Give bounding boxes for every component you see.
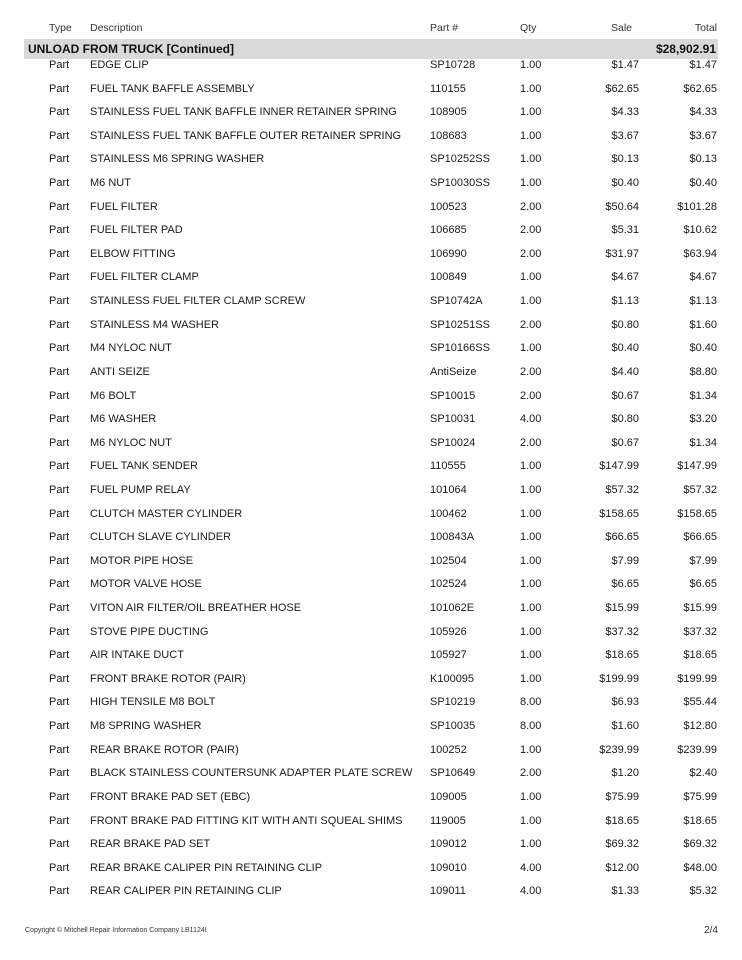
cell-qty: 1.00 xyxy=(520,507,542,520)
cell-total: $1.60 xyxy=(689,318,717,331)
cell-sale: $37.32 xyxy=(605,625,639,638)
cell-sale: $18.65 xyxy=(605,814,639,827)
cell-part-number: SP10251SS xyxy=(430,318,490,331)
cell-type: Part xyxy=(49,602,70,615)
cell-description: FRONT BRAKE ROTOR (PAIR) xyxy=(90,672,246,685)
cell-part-number: 105926 xyxy=(430,625,467,638)
cell-qty: 1.00 xyxy=(520,838,542,851)
column-header-qty: Qty xyxy=(520,22,537,34)
table-row xyxy=(0,148,742,172)
cell-part-number: 100252 xyxy=(430,743,467,756)
cell-part-number: 106685 xyxy=(430,224,467,237)
cell-sale: $0.80 xyxy=(611,318,639,331)
table-row xyxy=(0,125,742,149)
cell-part-number: SP10166SS xyxy=(430,342,490,355)
cell-qty: 1.00 xyxy=(520,177,542,190)
cell-total: $1.34 xyxy=(689,436,717,449)
cell-type: Part xyxy=(49,82,70,95)
cell-qty: 1.00 xyxy=(520,814,542,827)
cell-description: FUEL FILTER CLAMP xyxy=(90,271,199,284)
cell-part-number: 110555 xyxy=(430,460,466,473)
cell-sale: $6.93 xyxy=(611,696,639,709)
cell-part-number: 108683 xyxy=(430,129,467,142)
column-header-sale: Sale xyxy=(610,22,632,34)
table-row xyxy=(0,739,742,763)
cell-part-number: SP10742A xyxy=(430,295,483,308)
cell-description: MOTOR PIPE HOSE xyxy=(90,554,194,567)
table-row xyxy=(0,880,742,904)
cell-description: HIGH TENSILE M8 BOLT xyxy=(90,696,216,709)
cell-total: $147.99 xyxy=(677,460,717,473)
cell-type: Part xyxy=(49,106,70,119)
cell-total: $18.65 xyxy=(683,649,717,662)
cell-description: REAR BRAKE PAD SET xyxy=(90,838,211,851)
cell-description: STAINLESS FUEL TANK BAFFLE OUTER RETAINER SPRING xyxy=(90,129,402,142)
cell-type: Part xyxy=(49,342,70,355)
cell-description: STOVE PIPE DUCTING xyxy=(90,625,209,638)
cell-type: Part xyxy=(49,460,70,473)
table-row xyxy=(0,432,742,456)
cell-type: Part xyxy=(49,696,70,709)
cell-type: Part xyxy=(49,59,70,71)
cell-description: M6 WASHER xyxy=(90,413,157,426)
cell-description: M6 NYLOC NUT xyxy=(90,436,172,449)
cell-sale: $0.80 xyxy=(611,413,639,426)
cell-total: $18.65 xyxy=(683,814,717,827)
cell-part-number: AntiSeize xyxy=(430,365,477,378)
section-total: $28,902.91 xyxy=(655,42,716,56)
cell-qty: 1.00 xyxy=(520,790,542,803)
cell-qty: 1.00 xyxy=(520,554,542,567)
cell-sale: $1.60 xyxy=(611,720,639,733)
cell-type: Part xyxy=(49,389,70,402)
cell-sale: $0.67 xyxy=(611,389,639,402)
cell-total: $1.13 xyxy=(689,295,717,308)
cell-total: $37.32 xyxy=(683,625,717,638)
cell-qty: 2.00 xyxy=(520,318,542,331)
cell-type: Part xyxy=(49,672,70,685)
cell-qty: 2.00 xyxy=(520,436,542,449)
cell-description: FUEL FILTER PAD xyxy=(90,224,183,237)
cell-type: Part xyxy=(49,153,70,166)
cell-qty: 4.00 xyxy=(520,885,542,898)
cell-part-number: SP10030SS xyxy=(430,177,490,190)
cell-description: FUEL TANK SENDER xyxy=(90,460,198,473)
cell-total: $10.62 xyxy=(683,224,717,237)
cell-type: Part xyxy=(49,531,70,544)
cell-description: EDGE CLIP xyxy=(90,59,149,71)
cell-part-number: SP10024 xyxy=(430,436,476,449)
cell-type: Part xyxy=(49,720,70,733)
cell-type: Part xyxy=(49,365,70,378)
cell-total: $4.33 xyxy=(689,106,717,119)
cell-total: $2.40 xyxy=(689,767,717,780)
cell-total: $8.80 xyxy=(689,365,717,378)
cell-sale: $7.99 xyxy=(611,554,639,567)
table-row xyxy=(0,786,742,810)
cell-description: FUEL PUMP RELAY xyxy=(90,483,191,496)
cell-type: Part xyxy=(49,814,70,827)
cell-description: STAINLESS FUEL TANK BAFFLE INNER RETAINER SPRING xyxy=(90,106,397,119)
cell-type: Part xyxy=(49,838,70,851)
cell-sale: $1.33 xyxy=(611,885,639,898)
cell-qty: 1.00 xyxy=(520,271,542,284)
cell-qty: 1.00 xyxy=(520,649,542,662)
cell-description: AIR INTAKE DUCT xyxy=(90,649,184,662)
cell-description: VITON AIR FILTER/OIL BREATHER HOSE xyxy=(90,602,302,615)
cell-sale: $6.65 xyxy=(611,578,639,591)
cell-type: Part xyxy=(49,790,70,803)
cell-qty: 4.00 xyxy=(520,861,542,874)
column-header-total: Total xyxy=(694,22,717,34)
cell-part-number: 109010 xyxy=(430,861,467,874)
cell-total: $3.20 xyxy=(689,413,717,426)
cell-description: FRONT BRAKE PAD FITTING KIT WITH ANTI SQUEAL SHIMS xyxy=(90,814,403,827)
cell-part-number: 110155 xyxy=(430,82,466,95)
cell-part-number: 109005 xyxy=(430,790,467,803)
cell-sale: $50.64 xyxy=(605,200,639,213)
table-row xyxy=(0,266,742,290)
table-row xyxy=(0,526,742,550)
cell-type: Part xyxy=(49,507,70,520)
table-row xyxy=(0,196,742,220)
cell-part-number: SP10015 xyxy=(430,389,476,402)
cell-part-number: 101062E xyxy=(430,602,475,615)
table-row xyxy=(0,715,742,739)
cell-sale: $0.67 xyxy=(611,436,639,449)
cell-total: $3.67 xyxy=(689,129,717,142)
cell-part-number: SP10252SS xyxy=(430,153,490,166)
cell-total: $0.40 xyxy=(689,177,717,190)
cell-type: Part xyxy=(49,743,70,756)
cell-qty: 1.00 xyxy=(520,295,542,308)
cell-part-number: SP10219 xyxy=(430,696,476,709)
cell-part-number: 100523 xyxy=(430,200,467,213)
cell-qty: 1.00 xyxy=(520,153,542,166)
cell-sale: $15.99 xyxy=(605,602,639,615)
cell-sale: $69.32 xyxy=(605,838,639,851)
cell-sale: $147.99 xyxy=(599,460,639,473)
cell-description: FRONT BRAKE PAD SET (EBC) xyxy=(90,790,251,803)
cell-total: $101.28 xyxy=(677,200,717,213)
cell-total: $6.65 xyxy=(689,578,717,591)
table-row xyxy=(0,644,742,668)
table-row xyxy=(0,54,742,78)
table-row xyxy=(0,479,742,503)
cell-sale: $62.65 xyxy=(605,82,639,95)
cell-description: M8 SPRING WASHER xyxy=(90,720,202,733)
cell-part-number: SP10031 xyxy=(430,413,476,426)
table-row xyxy=(0,691,742,715)
copyright-footer: Copyright © Mitchell Repair Information Company LB1124I xyxy=(25,927,207,934)
cell-total: $63.94 xyxy=(683,247,717,260)
table-row xyxy=(0,503,742,527)
line-items-table xyxy=(0,54,742,904)
cell-total: $62.65 xyxy=(683,82,717,95)
column-header-row xyxy=(0,22,742,36)
cell-total: $0.13 xyxy=(689,153,717,166)
table-row xyxy=(0,243,742,267)
cell-part-number: 119005 xyxy=(430,814,466,827)
table-row xyxy=(0,455,742,479)
cell-type: Part xyxy=(49,271,70,284)
cell-description: REAR BRAKE CALIPER PIN RETAINING CLIP xyxy=(90,861,323,874)
cell-description: ANTI SEIZE xyxy=(90,365,150,378)
cell-sale: $1.20 xyxy=(611,767,639,780)
cell-description: CLUTCH SLAVE CYLINDER xyxy=(90,531,231,544)
cell-description: M6 BOLT xyxy=(90,389,137,402)
cell-total: $158.65 xyxy=(677,507,717,520)
table-row xyxy=(0,597,742,621)
cell-sale: $66.65 xyxy=(605,531,639,544)
cell-sale: $57.32 xyxy=(605,483,639,496)
cell-type: Part xyxy=(49,885,70,898)
cell-total: $12.80 xyxy=(683,720,717,733)
cell-description: MOTOR VALVE HOSE xyxy=(90,578,202,591)
cell-type: Part xyxy=(49,649,70,662)
cell-type: Part xyxy=(49,554,70,567)
cell-description: M4 NYLOC NUT xyxy=(90,342,172,355)
cell-part-number: 109012 xyxy=(430,838,467,851)
cell-type: Part xyxy=(49,767,70,780)
cell-qty: 1.00 xyxy=(520,483,542,496)
cell-sale: $12.00 xyxy=(605,861,639,874)
cell-sale: $31.97 xyxy=(605,247,639,260)
cell-total: $0.40 xyxy=(689,342,717,355)
cell-qty: 2.00 xyxy=(520,389,542,402)
cell-sale: $1.47 xyxy=(611,59,639,71)
cell-sale: $3.67 xyxy=(611,129,639,142)
cell-type: Part xyxy=(49,224,70,237)
cell-type: Part xyxy=(49,436,70,449)
cell-qty: 2.00 xyxy=(520,247,542,260)
cell-type: Part xyxy=(49,625,70,638)
cell-part-number: 106990 xyxy=(430,247,467,260)
table-row xyxy=(0,290,742,314)
cell-sale: $4.33 xyxy=(611,106,639,119)
cell-sale: $4.67 xyxy=(611,271,639,284)
cell-part-number: K100095 xyxy=(430,672,475,685)
cell-description: M6 NUT xyxy=(90,177,131,190)
cell-total: $4.67 xyxy=(689,271,717,284)
table-row xyxy=(0,668,742,692)
cell-qty: 1.00 xyxy=(520,625,542,638)
table-row xyxy=(0,172,742,196)
cell-qty: 1.00 xyxy=(520,342,542,355)
cell-part-number: 100843A xyxy=(430,531,475,544)
table-row xyxy=(0,101,742,125)
cell-qty: 8.00 xyxy=(520,696,542,709)
cell-type: Part xyxy=(49,200,70,213)
cell-total: $55.44 xyxy=(683,696,717,709)
table-row xyxy=(0,78,742,102)
table-row xyxy=(0,408,742,432)
cell-description: STAINLESS M4 WASHER xyxy=(90,318,219,331)
cell-description: FUEL FILTER xyxy=(90,200,158,213)
column-header-type: Type xyxy=(49,22,72,34)
table-row xyxy=(0,385,742,409)
cell-qty: 1.00 xyxy=(520,531,542,544)
cell-sale: $239.99 xyxy=(599,743,639,756)
cell-part-number: 105927 xyxy=(430,649,467,662)
cell-qty: 1.00 xyxy=(520,460,542,473)
cell-sale: $199.99 xyxy=(599,672,639,685)
cell-part-number: 108905 xyxy=(430,106,467,119)
table-row xyxy=(0,810,742,834)
table-row xyxy=(0,833,742,857)
cell-part-number: SP10035 xyxy=(430,720,476,733)
cell-qty: 2.00 xyxy=(520,200,542,213)
cell-total: $5.32 xyxy=(689,885,717,898)
cell-type: Part xyxy=(49,578,70,591)
cell-total: $7.99 xyxy=(689,554,717,567)
cell-description: REAR CALIPER PIN RETAINING CLIP xyxy=(90,885,282,898)
cell-type: Part xyxy=(49,295,70,308)
cell-qty: 2.00 xyxy=(520,224,542,237)
column-header-description: Description xyxy=(90,22,143,34)
cell-type: Part xyxy=(49,318,70,331)
table-row xyxy=(0,573,742,597)
cell-sale: $4.40 xyxy=(611,365,639,378)
cell-part-number: SP10649 xyxy=(430,767,476,780)
cell-qty: 2.00 xyxy=(520,767,542,780)
page-number: 2/4 xyxy=(704,925,718,936)
cell-sale: $18.65 xyxy=(605,649,639,662)
table-row xyxy=(0,337,742,361)
cell-part-number: 102504 xyxy=(430,554,467,567)
table-row xyxy=(0,314,742,338)
cell-description: BLACK STAINLESS COUNTERSUNK ADAPTER PLATE SCREW xyxy=(90,767,413,780)
cell-description: CLUTCH MASTER CYLINDER xyxy=(90,507,243,520)
cell-qty: 1.00 xyxy=(520,578,542,591)
cell-qty: 4.00 xyxy=(520,413,542,426)
cell-description: FUEL TANK BAFFLE ASSEMBLY xyxy=(90,82,255,95)
cell-part-number: 100462 xyxy=(430,507,467,520)
cell-part-number: 101064 xyxy=(430,483,467,496)
column-header-part-number: Part # xyxy=(430,22,459,34)
table-row xyxy=(0,219,742,243)
table-row xyxy=(0,621,742,645)
cell-qty: 1.00 xyxy=(520,129,542,142)
table-row xyxy=(0,361,742,385)
cell-total: $15.99 xyxy=(683,602,717,615)
cell-qty: 1.00 xyxy=(520,743,542,756)
cell-part-number: 109011 xyxy=(430,885,466,898)
cell-sale: $75.99 xyxy=(605,790,639,803)
cell-type: Part xyxy=(49,247,70,260)
cell-qty: 2.00 xyxy=(520,365,542,378)
table-row xyxy=(0,550,742,574)
cell-part-number: SP10728 xyxy=(430,59,476,71)
cell-sale: $5.31 xyxy=(611,224,639,237)
cell-sale: $0.40 xyxy=(611,177,639,190)
cell-part-number: 102524 xyxy=(430,578,467,591)
cell-description: STAINLESS FUEL FILTER CLAMP SCREW xyxy=(90,295,306,308)
cell-qty: 1.00 xyxy=(520,59,542,71)
cell-total: $1.34 xyxy=(689,389,717,402)
cell-total: $66.65 xyxy=(683,531,717,544)
cell-description: ELBOW FITTING xyxy=(90,247,176,260)
section-title: UNLOAD FROM TRUCK [Continued] xyxy=(28,42,234,56)
table-row xyxy=(0,857,742,881)
cell-sale: $0.40 xyxy=(611,342,639,355)
cell-type: Part xyxy=(49,413,70,426)
cell-qty: 1.00 xyxy=(520,106,542,119)
cell-part-number: 100849 xyxy=(430,271,467,284)
cell-description: STAINLESS M6 SPRING WASHER xyxy=(90,153,265,166)
cell-qty: 8.00 xyxy=(520,720,542,733)
cell-type: Part xyxy=(49,483,70,496)
table-row xyxy=(0,762,742,786)
cell-sale: $0.13 xyxy=(611,153,639,166)
cell-qty: 1.00 xyxy=(520,82,542,95)
cell-total: $48.00 xyxy=(683,861,717,874)
cell-sale: $158.65 xyxy=(599,507,639,520)
cell-type: Part xyxy=(49,129,70,142)
cell-description: REAR BRAKE ROTOR (PAIR) xyxy=(90,743,239,756)
cell-sale: $1.13 xyxy=(611,295,639,308)
cell-type: Part xyxy=(49,861,70,874)
cell-qty: 1.00 xyxy=(520,672,542,685)
cell-total: $1.47 xyxy=(689,59,717,71)
cell-type: Part xyxy=(49,177,70,190)
cell-total: $239.99 xyxy=(677,743,717,756)
cell-total: $199.99 xyxy=(677,672,717,685)
cell-total: $75.99 xyxy=(683,790,717,803)
cell-qty: 1.00 xyxy=(520,602,542,615)
cell-total: $57.32 xyxy=(683,483,717,496)
cell-total: $69.32 xyxy=(683,838,717,851)
